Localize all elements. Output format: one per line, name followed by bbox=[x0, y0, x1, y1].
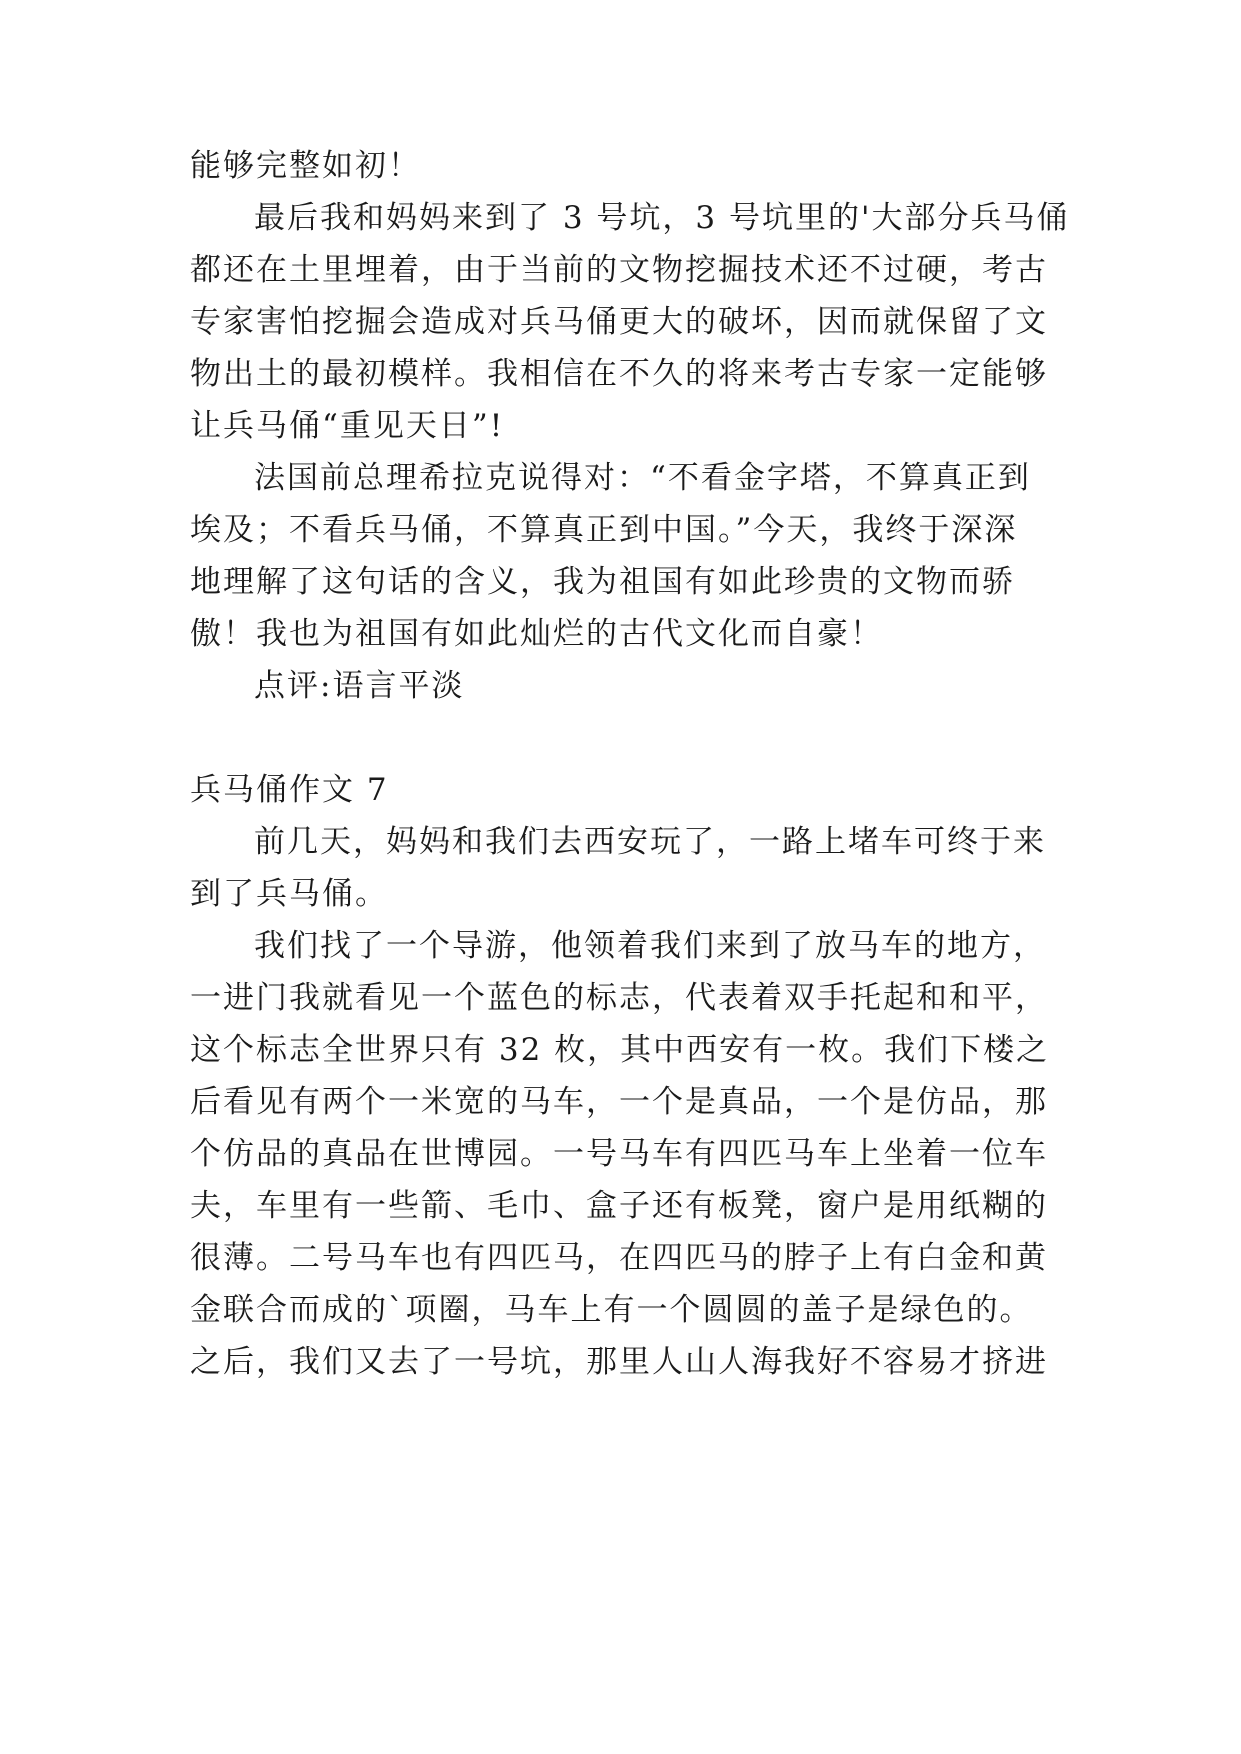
comment-line: 点评:语言平淡 bbox=[254, 668, 465, 704]
text-line: 个仿品的真品在世博园。一号马车有四匹马车上坐着一位车 bbox=[190, 1136, 1048, 1172]
text-line: 这个标志全世界只有 32 枚，其中西安有一枚。我们下楼之 bbox=[190, 1032, 1050, 1068]
text-line: 都还在土里埋着，由于当前的文物挖掘技术还不过硬，考古 bbox=[190, 252, 1048, 288]
paragraph-start: 前几天，妈妈和我们去西安玩了，一路上堵车可终于来 bbox=[254, 824, 1046, 860]
text-line: 能够完整如初！ bbox=[190, 148, 421, 184]
text-line: 金联合而成的`项圈，马车上有一个圆圆的盖子是绿色的。 bbox=[190, 1292, 1033, 1328]
text-line: 后看见有两个一米宽的马车，一个是真品，一个是仿品，那 bbox=[190, 1084, 1048, 1120]
paragraph-start: 法国前总理希拉克说得对：“不看金字塔，不算真正到 bbox=[254, 460, 1031, 496]
text-line: 物出土的最初模样。我相信在不久的将来考古专家一定能够 bbox=[190, 356, 1048, 392]
text-line: 地理解了这句话的含义，我为祖国有如此珍贵的文物而骄 bbox=[190, 564, 1015, 600]
text-line: 让兵马俑“重见天日”! bbox=[190, 408, 505, 444]
paragraph-start: 我们找了一个导游，他领着我们来到了放马车的地方， bbox=[254, 928, 1046, 964]
text-line: 一进门我就看见一个蓝色的标志，代表着双手托起和和平， bbox=[190, 980, 1048, 1016]
text-line: 之后，我们又去了一号坑，那里人山人海我好不容易才挤进 bbox=[190, 1344, 1048, 1380]
text-line: 到了兵马俑。 bbox=[190, 876, 388, 912]
paragraph-start: 最后我和妈妈来到了 3 号坑，3 号坑里的'大部分兵马俑 bbox=[254, 200, 1070, 236]
text-line: 很薄。二号马车也有四匹马，在四匹马的脖子上有白金和黄 bbox=[190, 1240, 1048, 1276]
text-line: 专家害怕挖掘会造成对兵马俑更大的破坏，因而就保留了文 bbox=[190, 304, 1048, 340]
section-heading: 兵马俑作文 7 bbox=[190, 772, 389, 808]
text-line: 埃及；不看兵马俑，不算真正到中国。”今天，我终于深深 bbox=[190, 512, 1018, 548]
text-line: 傲！我也为祖国有如此灿烂的古代文化而自豪！ bbox=[190, 616, 883, 652]
text-line: 夫，车里有一些箭、毛巾、盒子还有板凳，窗户是用纸糊的 bbox=[190, 1188, 1048, 1224]
